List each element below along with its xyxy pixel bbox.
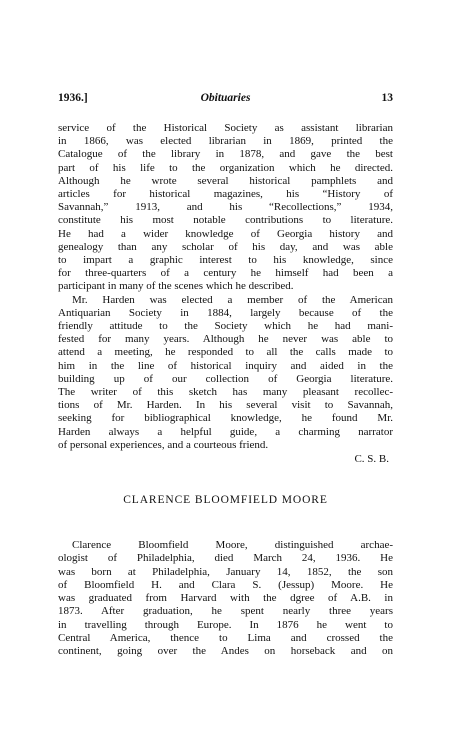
text-line: Catalogue of the library in 1878, and gave the best	[58, 148, 393, 161]
text-line: Harden always a helpful guide, a charming narrator	[58, 425, 393, 438]
moore-obituary-paragraph-1	[58, 539, 393, 658]
text-line: Mr. Harden was elected a member of the American	[72, 293, 393, 306]
text-line: Although he wrote several historical pamphlets and	[58, 174, 393, 187]
running-head-year: 1936.]	[58, 92, 88, 104]
text-line: him in the line of historical inquiry and aided in the	[58, 359, 393, 372]
author-initials: C. S. B.	[354, 453, 389, 466]
text-line: fested for many years. Although he never was able to	[58, 333, 393, 346]
text-line: attend a meeting, he responded to all the calls made to	[58, 346, 393, 359]
text-line: articles for historical magazines, his “History of	[58, 188, 393, 201]
text-line: part of his life to the organization which he directed.	[58, 161, 393, 174]
text-line: was born at Philadelphia, January 14, 1852, the son	[58, 565, 393, 578]
text-line: of Bloomfield H. and Clara S. (Jessup) Moore. He	[58, 578, 393, 591]
text-line: friendly attitude to the Society which he had mani-	[58, 320, 393, 333]
text-line: service of the Historical Society as assistant librarian	[58, 122, 393, 134]
text-line: seeking for bibliographical knowledge, he found Mr.	[58, 412, 393, 425]
harden-obituary-paragraph-1	[58, 122, 393, 294]
text-line: in 1866, was elected librarian in 1869, printed the	[58, 135, 393, 148]
text-line: tions of Mr. Harden. In his several visit to Savannah,	[58, 399, 393, 412]
section-heading: CLARENCE BLOOMFIELD MOORE	[123, 494, 328, 507]
text-line: ologist of Philadelphia, died March 24, 1936. He	[58, 552, 393, 565]
text-line: continent, going over the Andes on horseback and on	[58, 644, 393, 657]
text-line: Savannah,” 1913, and his “Recollections,” 1934,	[58, 201, 393, 214]
text-line: The writer of this sketch has many pleasant recollec-	[58, 386, 393, 399]
text-line: 1873. After graduation, he spent nearly three years	[58, 605, 393, 618]
text-line: Antiquarian Society in 1884, largely because of the	[58, 306, 393, 319]
document-page	[58, 92, 393, 658]
text-line: in travelling through Europe. In 1876 he went to	[58, 618, 393, 631]
text-line: was graduated from Harvard with the dgree of A.B. in	[58, 592, 393, 605]
text-line: genealogy than any scholar of his day, and was able	[58, 240, 393, 253]
text-line: to impart a graphic interest to his knowledge, since	[58, 254, 393, 267]
text-line: of personal experiences, and a courteous friend.	[58, 438, 269, 451]
text-line: for three-quarters of a century he himself had been a	[58, 267, 393, 280]
text-line: constitute his most notable contributions to literature.	[58, 214, 393, 227]
text-line: Clarence Bloomfield Moore, distinguished archae-	[72, 539, 393, 552]
text-line: He had a wider knowledge of Georgia history and	[58, 227, 393, 240]
running-head-section-title: Obituaries	[200, 92, 251, 104]
harden-obituary-paragraph-2	[58, 294, 393, 452]
running-head	[58, 92, 393, 108]
text-line: Central America, thence to Lima and crossed the	[58, 631, 393, 644]
page-number: 13	[381, 92, 393, 104]
text-line: building up of our collection of Georgia literature.	[58, 372, 393, 385]
text-line: participant in many of the scenes which he described.	[58, 280, 294, 293]
